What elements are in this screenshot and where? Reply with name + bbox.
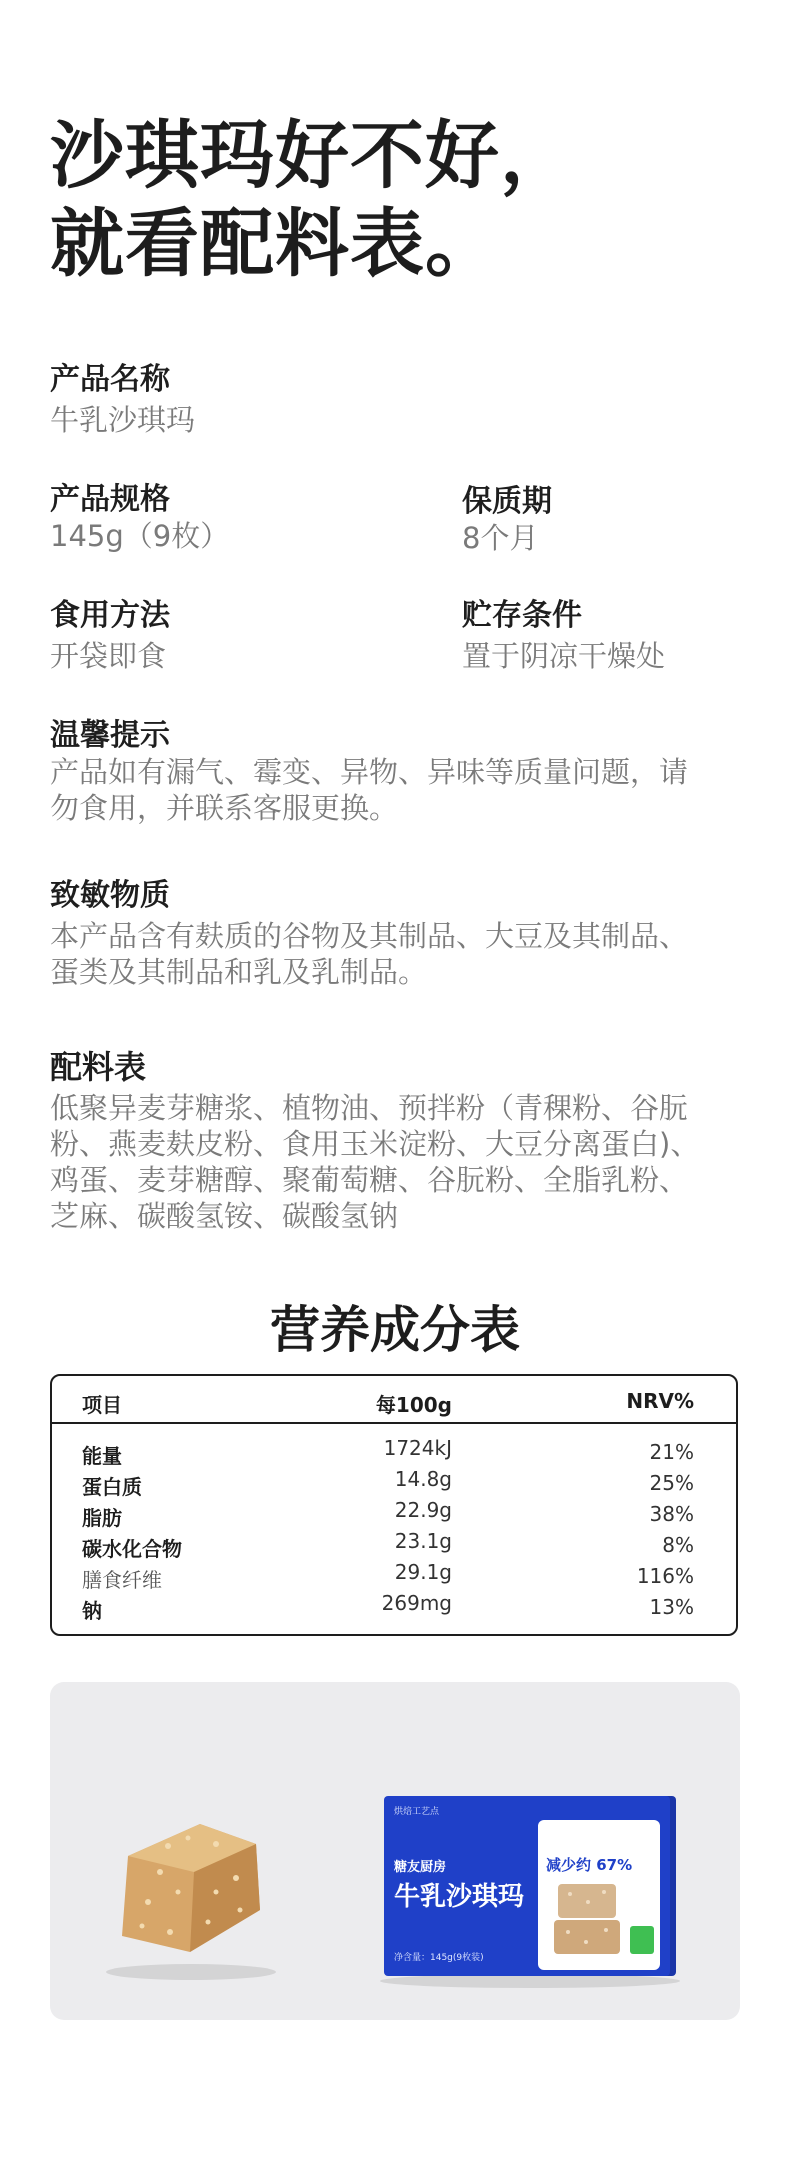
- header-item: 项目: [82, 1393, 122, 1417]
- row-carbs-name: 碳水化合物: [82, 1537, 182, 1561]
- page-headline: [50, 112, 575, 288]
- row-fiber-nrv: 116%: [636, 1564, 694, 1588]
- header-per-100g: 每100g: [375, 1393, 452, 1417]
- allergen-text: [50, 918, 750, 990]
- usage-label: 食用方法: [50, 598, 170, 633]
- spec-value: 145g（9枚）: [50, 519, 230, 553]
- package-green-badge: [630, 1926, 654, 1954]
- row-fiber-per: 29.1g: [394, 1560, 452, 1584]
- shelf-life-label: 保质期: [462, 484, 552, 519]
- row-protein-per: 14.8g: [394, 1467, 452, 1491]
- package-reduce-claim: 减少约 67%: [546, 1856, 633, 1874]
- usage-value: 开袋即食: [50, 639, 167, 673]
- ingredients-line-4: 芝麻、碳酸氢铵、碳酸氢钠: [50, 1199, 399, 1233]
- headline-line-1: 沙琪玛好不好，: [50, 113, 575, 199]
- row-protein-nrv: 25%: [649, 1471, 694, 1495]
- spec-label: 产品规格: [50, 482, 170, 517]
- product-image-panel: [50, 1682, 740, 2020]
- tips-line-1: 产品如有漏气、霉变、异物、异味等质量问题，请: [50, 755, 689, 789]
- tips-text: [50, 754, 750, 826]
- nutrition-title: 营养成分表: [270, 1301, 520, 1359]
- row-energy-nrv: 21%: [649, 1440, 694, 1464]
- allergen-line-2: 蛋类及其制品和乳及乳制品。: [50, 955, 428, 989]
- product-package: [384, 1796, 670, 1976]
- shelf-life-value: 8个月: [462, 521, 539, 555]
- row-carbs-nrv: 8%: [662, 1533, 694, 1557]
- tips-label: 温馨提示: [50, 718, 170, 753]
- row-energy-per: 1724kJ: [383, 1436, 452, 1460]
- package-net-weight: 净含量：145g(9枚装): [394, 1953, 484, 1963]
- row-fat-nrv: 38%: [649, 1502, 694, 1526]
- ingredients-line-2: 粉、燕麦麸皮粉、食用玉米淀粉、大豆分离蛋白)、: [50, 1127, 700, 1161]
- row-fiber-name: 膳食纤维: [82, 1568, 162, 1592]
- row-protein-name: 蛋白质: [82, 1475, 142, 1499]
- row-carbs-per: 23.1g: [394, 1529, 452, 1553]
- package-product-name: 牛乳沙琪玛: [394, 1882, 525, 1912]
- row-energy-name: 能量: [82, 1444, 122, 1468]
- headline-line-2: 就看配料表。: [50, 201, 500, 287]
- ingredients-text: [50, 1090, 750, 1234]
- package-brand: 糖友厨房: [394, 1860, 447, 1875]
- sachima-bar-image: [98, 1814, 278, 1974]
- product-name-value: 牛乳沙琪玛: [50, 403, 196, 437]
- nutrition-table-header: [52, 1376, 736, 1424]
- row-fat-name: 脂肪: [82, 1506, 122, 1530]
- header-nrv: NRV%: [626, 1389, 694, 1413]
- tips-line-2: 勿食用，并联系客服更换。: [50, 791, 399, 825]
- row-sodium-name: 钠: [82, 1599, 102, 1623]
- allergen-line-1: 本产品含有麸质的谷物及其制品、大豆及其制品、: [50, 919, 689, 953]
- row-sodium-nrv: 13%: [649, 1595, 694, 1619]
- allergen-label: 致敏物质: [50, 878, 170, 913]
- row-fat-per: 22.9g: [394, 1498, 452, 1522]
- ingredients-line-1: 低聚异麦芽糖浆、植物油、预拌粉（青稞粉、谷朊: [50, 1091, 689, 1125]
- ingredients-line-3: 鸡蛋、麦芽糖醇、聚葡萄糖、谷朊粉、全脂乳粉、: [50, 1163, 689, 1197]
- storage-value: 置于阴凉干燥处: [462, 639, 666, 673]
- row-sodium-per: 269mg: [381, 1591, 452, 1615]
- storage-label: 贮存条件: [462, 598, 582, 633]
- package-window: [538, 1820, 660, 1970]
- package-sachima-image: [552, 1880, 628, 1960]
- ingredients-label: 配料表: [50, 1048, 147, 1086]
- product-name-label: 产品名称: [50, 362, 170, 397]
- nutrition-table: [50, 1374, 738, 1636]
- package-shadow: [380, 1974, 680, 1988]
- package-tag: 烘焙工艺点: [394, 1807, 440, 1817]
